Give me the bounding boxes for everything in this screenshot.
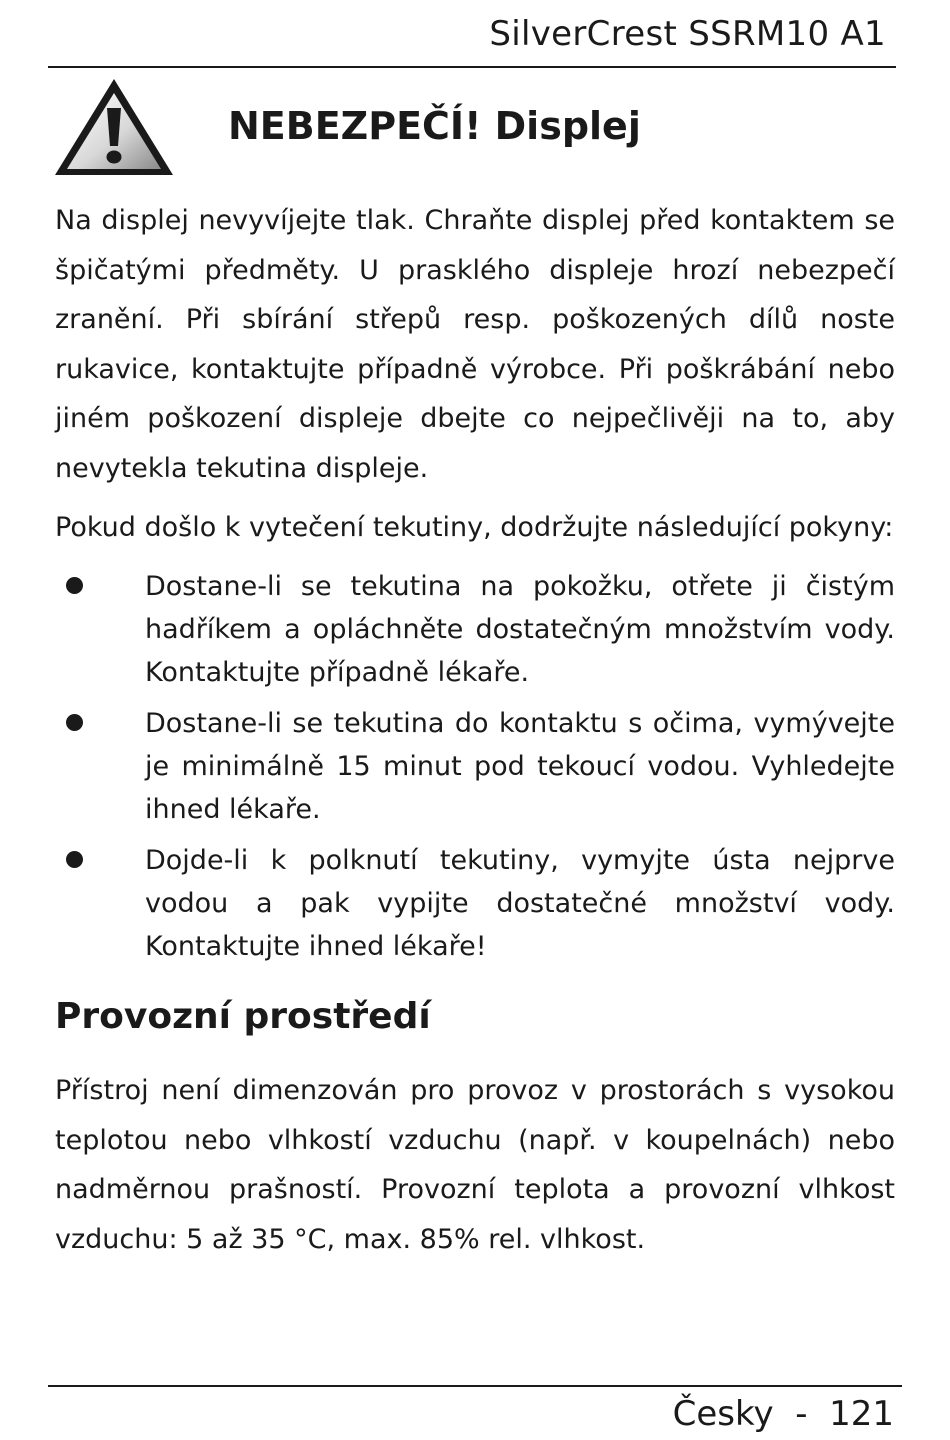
list-item-text: Dojde-li k polknutí tekutiny, vymyjte ústa nejprve vodou a pak vypijte dostatečné množství vody. Kontaktujte ihned lékaře!: [145, 845, 895, 962]
page-footer: Česky - 121: [672, 1394, 894, 1434]
warning-paragraph: Na displej nevyvíjejte tlak. Chraňte displej před kontaktem se špičatými předměty. U prasklého displeje hrozí nebezpečí zranění. Při sbírání střepů resp. poškozených dílů noste rukavice, kontaktujte případně výrobce. Při poškrábání nebo jiném poškození displeje dbejte co nejpečlivěji na to, aby nevytekla tekutina displeje.: [55, 205, 895, 484]
bullet-icon: [66, 577, 83, 594]
warning-heading: NEBEZPEČÍ! Displej: [228, 104, 641, 148]
bullet-icon: [66, 851, 83, 868]
page-header: [48, 8, 896, 68]
instructions-intro: Pokud došlo k vytečení tekutiny, dodržujte následující pokyny:: [55, 512, 894, 543]
list-item: [0, 839, 895, 968]
warning-triangle-icon: [52, 76, 176, 178]
list-item-text: Dostane-li se tekutina na pokožku, otřete ji čistým hadříkem a opláchněte dostatečným množstvím vody. Kontaktujte případně lékaře.: [145, 571, 895, 688]
instruction-list: [0, 565, 950, 976]
section-heading: Provozní prostředí: [55, 996, 431, 1037]
list-item-text: Dostane-li se tekutina do kontaktu s očima, vymývejte je minimálně 15 minut pod tekoucí vodou. Vyhledejte ihned lékaře.: [145, 708, 895, 825]
list-item: [0, 565, 895, 694]
document-title: SilverCrest SSRM10 A1: [489, 14, 886, 54]
bullet-icon: [66, 714, 83, 731]
environment-paragraph: Přístroj není dimenzován pro provoz v prostorách s vysokou teplotou nebo vlhkostí vzduchu (např. v koupelnách) nebo nadměrnou prašností. Provozní teplota a provozní vlhkost vzduchu: 5 až 35 °C, max. 85% rel. vlhkost.: [55, 1075, 895, 1255]
footer-divider: [48, 1385, 902, 1387]
list-item: [0, 702, 895, 831]
